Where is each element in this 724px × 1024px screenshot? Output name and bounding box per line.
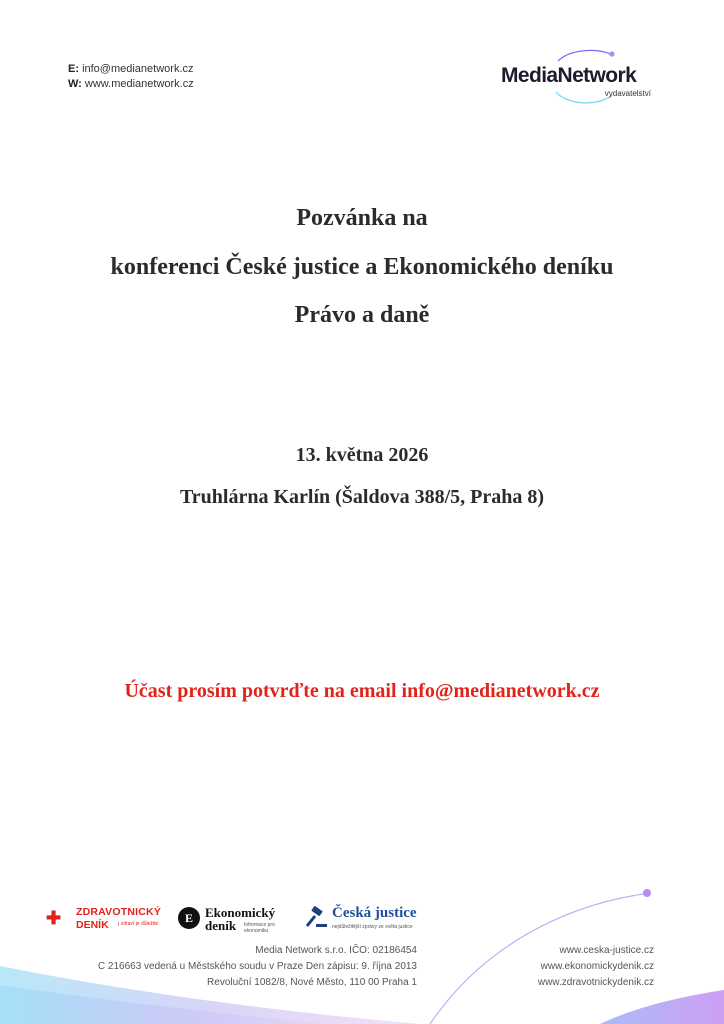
- partner-ceska-justice: Česká justice nejdůležitější zprávy ze světa justice: [304, 900, 422, 936]
- logo-wordmark: MediaNetwork: [501, 64, 637, 87]
- contact-info: [68, 62, 194, 92]
- email-link[interactable]: info@medianetwork.cz: [82, 63, 194, 75]
- e-circle-icon: E: [178, 907, 200, 929]
- site-link[interactable]: www.ceska-justice.cz: [559, 945, 654, 956]
- gavel-icon: [304, 906, 328, 930]
- conference-title: konferenci České justice a Ekonomického deníku: [110, 254, 614, 280]
- web-line: W: www.medianetwork.cz: [68, 78, 194, 90]
- website-list: [538, 943, 654, 991]
- email-line: E: info@medianetwork.cz: [68, 63, 194, 75]
- rsvp-notice: Účast prosím potvrďte na email info@medianetwork.cz: [124, 680, 600, 702]
- event-venue: Truhlárna Karlín (Šaldova 388/5, Praha 8): [179, 486, 545, 508]
- logo-subtitle: vydavatelství: [604, 89, 651, 98]
- invitation-heading: Pozvánka na: [296, 205, 428, 231]
- partner-zdravotnicky-denik: ✚ ZDRAVOTNICKÝ DENÍK | zdraví je důležité: [46, 906, 162, 931]
- conference-name: Právo a daně: [294, 302, 430, 328]
- medianetwork-logo: [498, 48, 663, 106]
- web-link[interactable]: www.medianetwork.cz: [84, 78, 194, 90]
- cross-heart-icon: ✚: [46, 908, 62, 928]
- site-link[interactable]: www.ekonomickydenik.cz: [540, 961, 654, 972]
- site-link[interactable]: www.zdravotnickydenik.cz: [537, 977, 654, 988]
- partner-ekonomicky-denik: E Ekonomický deník Informace pro ekonomiku: [178, 900, 288, 936]
- event-date: 13. května 2026: [295, 444, 429, 466]
- company-info: Media Network s.r.o. IČO: 02186454 C 216663 vedená u Městského soudu v Praze Den zápisu: 9. října 2013 Revoluční 1082/8, Nové Město, 110 00 Praha 1: [97, 945, 417, 988]
